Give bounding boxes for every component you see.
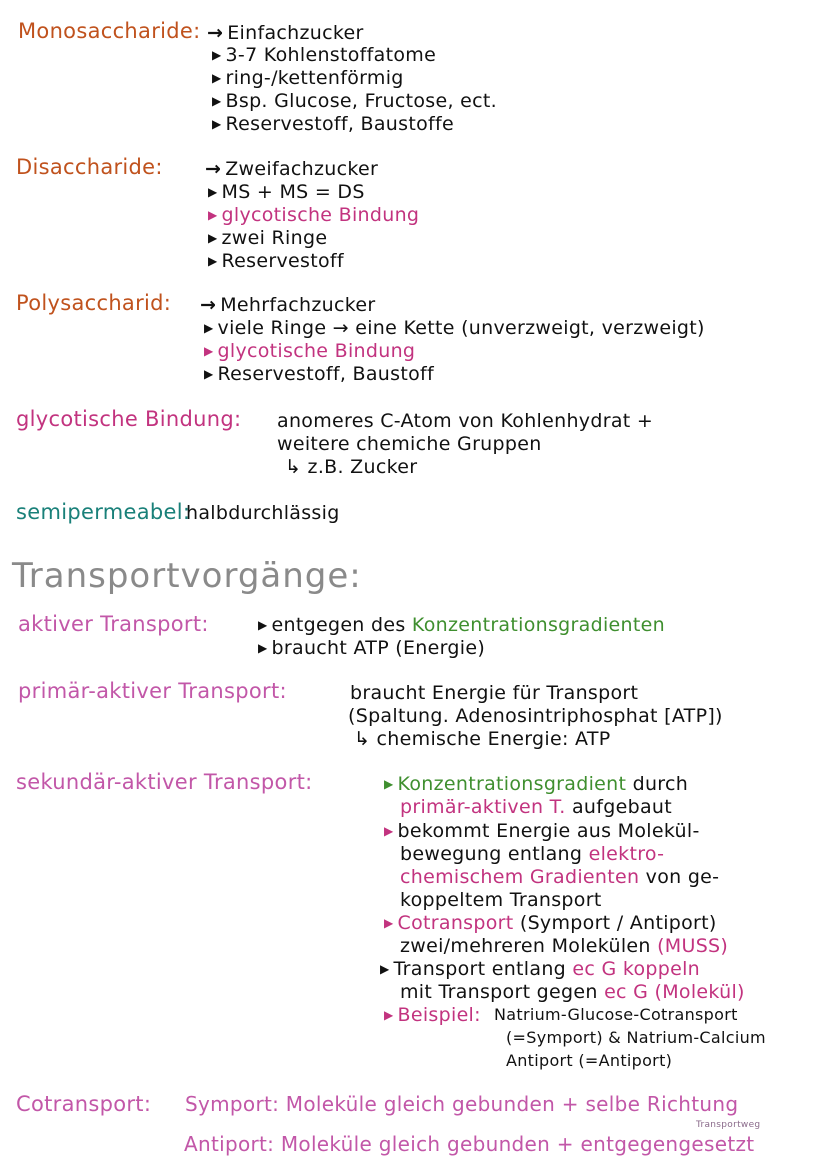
bullet-triangle-icon: ▶ (212, 48, 222, 62)
bullet-triangle-icon: ▶ (212, 71, 222, 85)
term-cotransport: Cotransport: (16, 1092, 152, 1116)
list-item-continued: chemischem Gradienten von ge- (400, 866, 720, 888)
arrow-right-icon: → (205, 158, 222, 180)
list-item: ▶ entgegen des Konzentrationsgradienten (258, 614, 665, 636)
example-line: Natrium-Glucose-Cotransport (494, 1005, 738, 1024)
list-item: ▶ Cotransport (Symport / Antiport) (384, 912, 717, 934)
arrow-right-icon: → (200, 294, 217, 316)
list-item: ▶ 3-7 Kohlenstoffatome (212, 44, 437, 66)
term-disaccharide: Disaccharide: (16, 155, 163, 179)
term-aktiver-transport: aktiver Transport: (18, 612, 209, 636)
list-item: ▶ viele Ringe → eine Kette (unverzweigt, verzweigt) (204, 317, 705, 339)
bullet-triangle-icon: ▶ (208, 231, 218, 245)
list-item: ▶ Bsp. Glucose, Fructose, ect. (212, 90, 497, 112)
definition-line: ↳ z.B. Zucker (285, 456, 418, 478)
list-item: ▶ Transport entlang ec G koppeln (380, 958, 700, 980)
list-item: ▶ glycotische Bindung (208, 204, 420, 226)
list-item-continued: bewegung entlang elektro- (400, 843, 665, 865)
bullet-triangle-icon: ▶ (384, 1008, 394, 1022)
list-item-continued: mit Transport gegen ec G (Molekül) (400, 981, 745, 1003)
bullet-triangle-icon: ▶ (204, 321, 214, 335)
list-item-continued: zwei/mehreren Molekülen (MUSS) (400, 935, 729, 957)
term-polysaccharid: Polysaccharid: (16, 291, 172, 315)
term-primaer-aktiver-transport: primär-aktiver Transport: (18, 679, 287, 703)
bullet-triangle-icon: ▶ (384, 916, 394, 930)
definition-line: halbdurchlässig (186, 502, 340, 524)
list-item: ▶ bekommt Energie aus Molekül- (384, 820, 700, 842)
annotation-note: Transportweg (696, 1120, 761, 1130)
symport-line: Symport: Moleküle gleich gebunden + selbe Richtung (185, 1092, 739, 1116)
bullet-triangle-icon: ▶ (204, 367, 214, 381)
list-item: ▶ Reservestoff, Baustoff (204, 363, 435, 385)
list-item-continued: koppeltem Transport (400, 889, 602, 911)
list-item: → Zweifachzucker (205, 158, 379, 180)
list-item: ▶ braucht ATP (Energie) (258, 637, 486, 659)
bullet-triangle-icon: ▶ (384, 777, 394, 791)
list-item: ▶ MS + MS = DS (208, 181, 365, 203)
arrow-right-icon: → (207, 22, 224, 44)
example-line: (=Symport) & Natrium-Calcium (506, 1028, 766, 1047)
list-item: ▶ glycotische Bindung (204, 340, 416, 362)
list-item: ▶ zwei Ringe (208, 227, 328, 249)
list-item: → Einfachzucker (207, 22, 364, 44)
bullet-triangle-icon: ▶ (208, 254, 218, 268)
bullet-triangle-icon: ▶ (208, 185, 218, 199)
definition-line: ↳ chemische Energie: ATP (354, 728, 611, 750)
definition-line: (Spaltung. Adenosintriphosphat [ATP]) (348, 705, 723, 727)
antiport-line: Antiport: Moleküle gleich gebunden + entgegengesetzt (184, 1132, 755, 1156)
list-item: ▶ Konzentrationsgradient durch (384, 773, 689, 795)
list-item-continued: primär-aktiven T. aufgebaut (400, 796, 672, 818)
list-item: ▶ Reservestoff (208, 250, 344, 272)
bullet-triangle-icon: ▶ (258, 641, 268, 655)
bullet-triangle-icon: ▶ (212, 117, 222, 131)
example-line: Antiport (=Antiport) (506, 1051, 673, 1070)
term-glycotische-bindung: glycotische Bindung: (16, 407, 242, 431)
list-item: ▶ Reservestoff, Baustoffe (212, 113, 454, 135)
definition-line: braucht Energie für Transport (350, 682, 639, 704)
section-heading: Transportvorgänge: (12, 556, 362, 596)
list-item: → Mehrfachzucker (200, 294, 376, 316)
term-semipermeabel: semipermeabel: (16, 500, 191, 524)
definition-line: anomeres C-Atom von Kohlenhydrat + (277, 410, 654, 432)
list-item: ▶ ring-/kettenförmig (212, 67, 404, 89)
bullet-triangle-icon: ▶ (384, 824, 394, 838)
definition-line: weitere chemiche Gruppen (277, 433, 542, 455)
term-sekundaer-aktiver-transport: sekundär-aktiver Transport: (16, 770, 313, 794)
bullet-triangle-icon: ▶ (208, 208, 218, 222)
term-monosaccharide: Monosaccharide: (18, 19, 201, 43)
bullet-triangle-icon: ▶ (204, 344, 214, 358)
bullet-triangle-icon: ▶ (258, 618, 268, 632)
list-item: ▶ Beispiel: (384, 1004, 481, 1026)
bullet-triangle-icon: ▶ (212, 94, 222, 108)
bullet-triangle-icon: ▶ (380, 962, 390, 976)
